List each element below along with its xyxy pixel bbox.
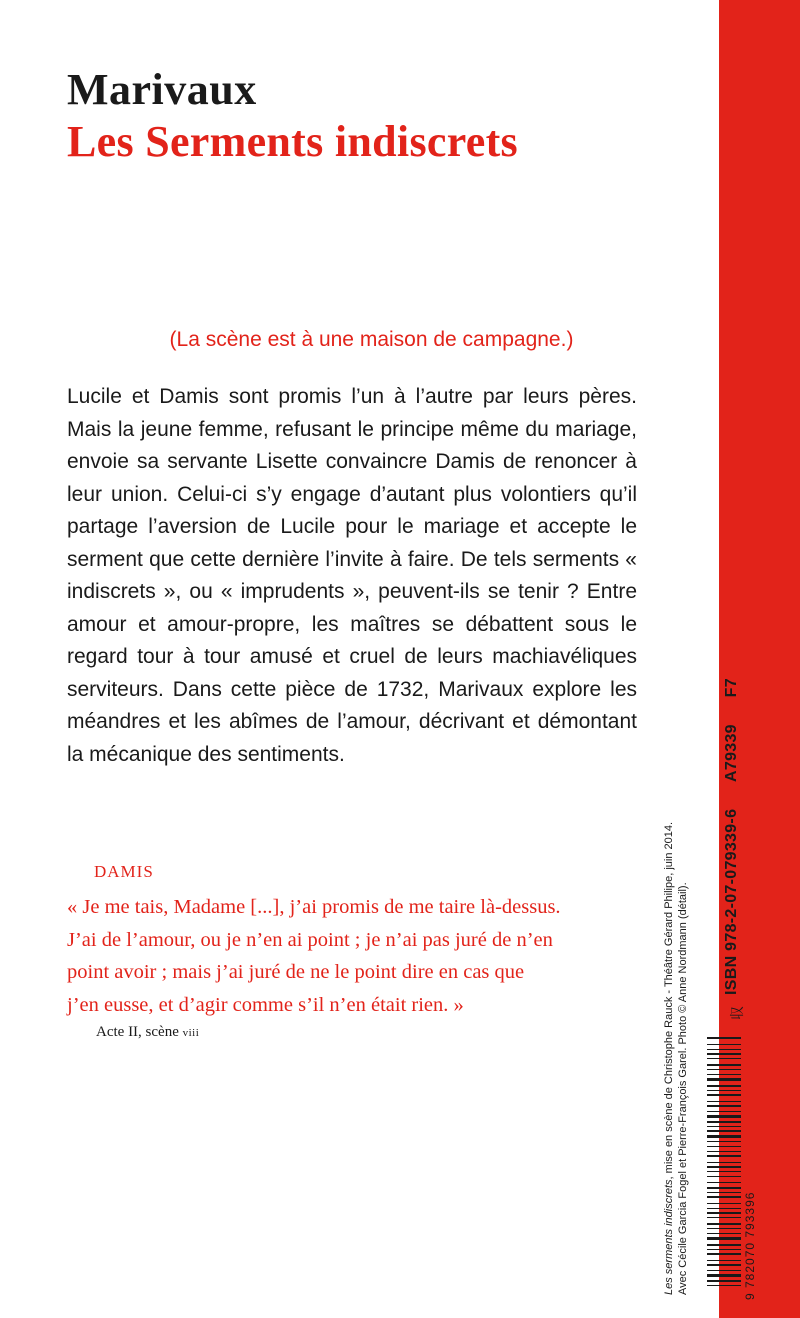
- barcode-bar: [707, 1078, 741, 1081]
- quote-reference-scene: viii: [182, 1027, 200, 1039]
- credits-title: Les serments indiscrets: [663, 1179, 675, 1295]
- barcode-bar: [707, 1053, 741, 1055]
- barcode-bar: [707, 1064, 741, 1066]
- barcode-bar: [707, 1176, 741, 1177]
- quote-line: point avoir ; mais j’ai juré de ne le point dire en cas que: [67, 961, 525, 983]
- barcode-bar: [707, 1264, 741, 1266]
- barcode-bar: [707, 1212, 741, 1214]
- barcode-bar: [707, 1037, 741, 1039]
- barcode-bar: [707, 1126, 741, 1127]
- isbn-line: [723, 656, 741, 995]
- barcode-bar: [707, 1274, 741, 1277]
- stage-direction: [0, 325, 719, 355]
- credits-line-1-rest: , mise en scène de Christophe Rauck - Théâtre Gérard Philipe, juin 2014.: [663, 821, 675, 1180]
- barcode-bar: [707, 1249, 741, 1250]
- barcode-bar: [707, 1285, 741, 1286]
- barcode-bar: [707, 1253, 741, 1255]
- barcode-bar: [707, 1130, 741, 1132]
- barcode-bar: [707, 1237, 741, 1240]
- barcode-bar: [707, 1090, 741, 1091]
- author-name: Marivaux: [67, 65, 257, 114]
- barcode-bar: [707, 1196, 741, 1198]
- barcode-bar: [707, 1049, 741, 1050]
- barcode-bar: [707, 1146, 741, 1147]
- summary-text: Lucile et Damis sont promis l’un à l’autre par leurs pères. Mais la jeune femme, refusant le principe même du mariage, envoie sa servante Lisette convaincre Damis de renoncer à leur union. Celui-ci s’y engage d’autant plus volontiers qu’il partage l’aversion de Lucile pour le mariage et accepte le serment que cette dernière l’invite à faire. De tels serments « indiscrets », ou « imprudents », peuvent-ils se tenir ? Entre amour et amour-propre, les maîtres se débattent sous le regard tour à tour amusé et cruel de leurs machiavéliques serviteurs. Dans cette pièce de 1732, Marivaux explore les méandres et les abîmes de l’amour, décrivant et démontant la mécanique des sentiments.: [67, 385, 637, 766]
- barcode-bar: [707, 1228, 741, 1229]
- stage-direction-text: (La scène est à une maison de campagne.): [169, 328, 574, 351]
- barcode-bar: [707, 1074, 741, 1075]
- quote-line: j’en eusse, et d’agir comme s’il n’en était rien. »: [67, 993, 464, 1016]
- barcode-bar: [707, 1270, 741, 1271]
- quote-line: « Je me tais, Madame [...], j’ai promis de me taire là-dessus.: [67, 896, 561, 918]
- barcode-bar: [707, 1187, 741, 1189]
- barcode-bar: [707, 1105, 741, 1107]
- quote-reference-text: Acte II, scène: [96, 1024, 183, 1040]
- barcode-bar: [707, 1135, 741, 1138]
- barcode-bar: [707, 1141, 741, 1142]
- barcode-bar: [707, 1208, 741, 1209]
- barcode-bar: [707, 1166, 741, 1168]
- barcode-bar: [707, 1111, 741, 1112]
- barcode-bar: [707, 1115, 741, 1118]
- barcode-bar: [707, 1155, 741, 1157]
- barcode-bar: [707, 1151, 741, 1152]
- barcode-bar: [707, 1203, 741, 1204]
- price-code: F7: [723, 678, 740, 698]
- isbn-number: ISBN 978-2-07-079339-6: [723, 808, 740, 995]
- barcode-bar: [707, 1044, 741, 1045]
- summary-block: [67, 381, 637, 771]
- barcode-bar: [707, 1233, 741, 1234]
- credits-line-1: [663, 822, 677, 1295]
- barcode-bar: [707, 1223, 741, 1225]
- barcode-bar: [707, 1121, 741, 1123]
- barcode-bar: [707, 1182, 741, 1183]
- photo-credits: [663, 822, 690, 1295]
- barcode-bar: [707, 1171, 741, 1172]
- barcode-digits: 9 782070 793396: [743, 1191, 757, 1300]
- barcode-bar: [707, 1058, 741, 1059]
- credits-line-2: Avec Cécile Garcia Fogel et Pierre-François Garel. Photo © Anne Nordmann (détail).: [676, 882, 689, 1295]
- barcode-bar: [707, 1280, 741, 1282]
- product-code: A79339: [723, 724, 740, 782]
- barcode-bar: [707, 1217, 741, 1218]
- barcode-bars: [707, 1025, 741, 1300]
- barcode-bar: [707, 1162, 741, 1163]
- book-title: Les Serments indiscrets: [67, 117, 518, 166]
- barcode-bar: [707, 1094, 741, 1096]
- quote-line: J’ai de l’amour, ou je n’en ai point ; je n’ai pas juré de n’en: [67, 928, 553, 951]
- barcode-bar: [707, 1192, 741, 1193]
- barcode-bar: [707, 1260, 741, 1261]
- barcode-bar: [707, 1244, 741, 1246]
- barcode-bar: [707, 1085, 741, 1087]
- quote-reference: [96, 1024, 199, 1041]
- barcode-bar: [707, 1101, 741, 1102]
- quote-block: [67, 891, 647, 1021]
- visa-mark-icon: 収: [730, 1006, 746, 1020]
- barcode: [707, 1025, 755, 1300]
- barcode-bar: [707, 1069, 741, 1070]
- quote-speaker: DAMIS: [94, 862, 154, 881]
